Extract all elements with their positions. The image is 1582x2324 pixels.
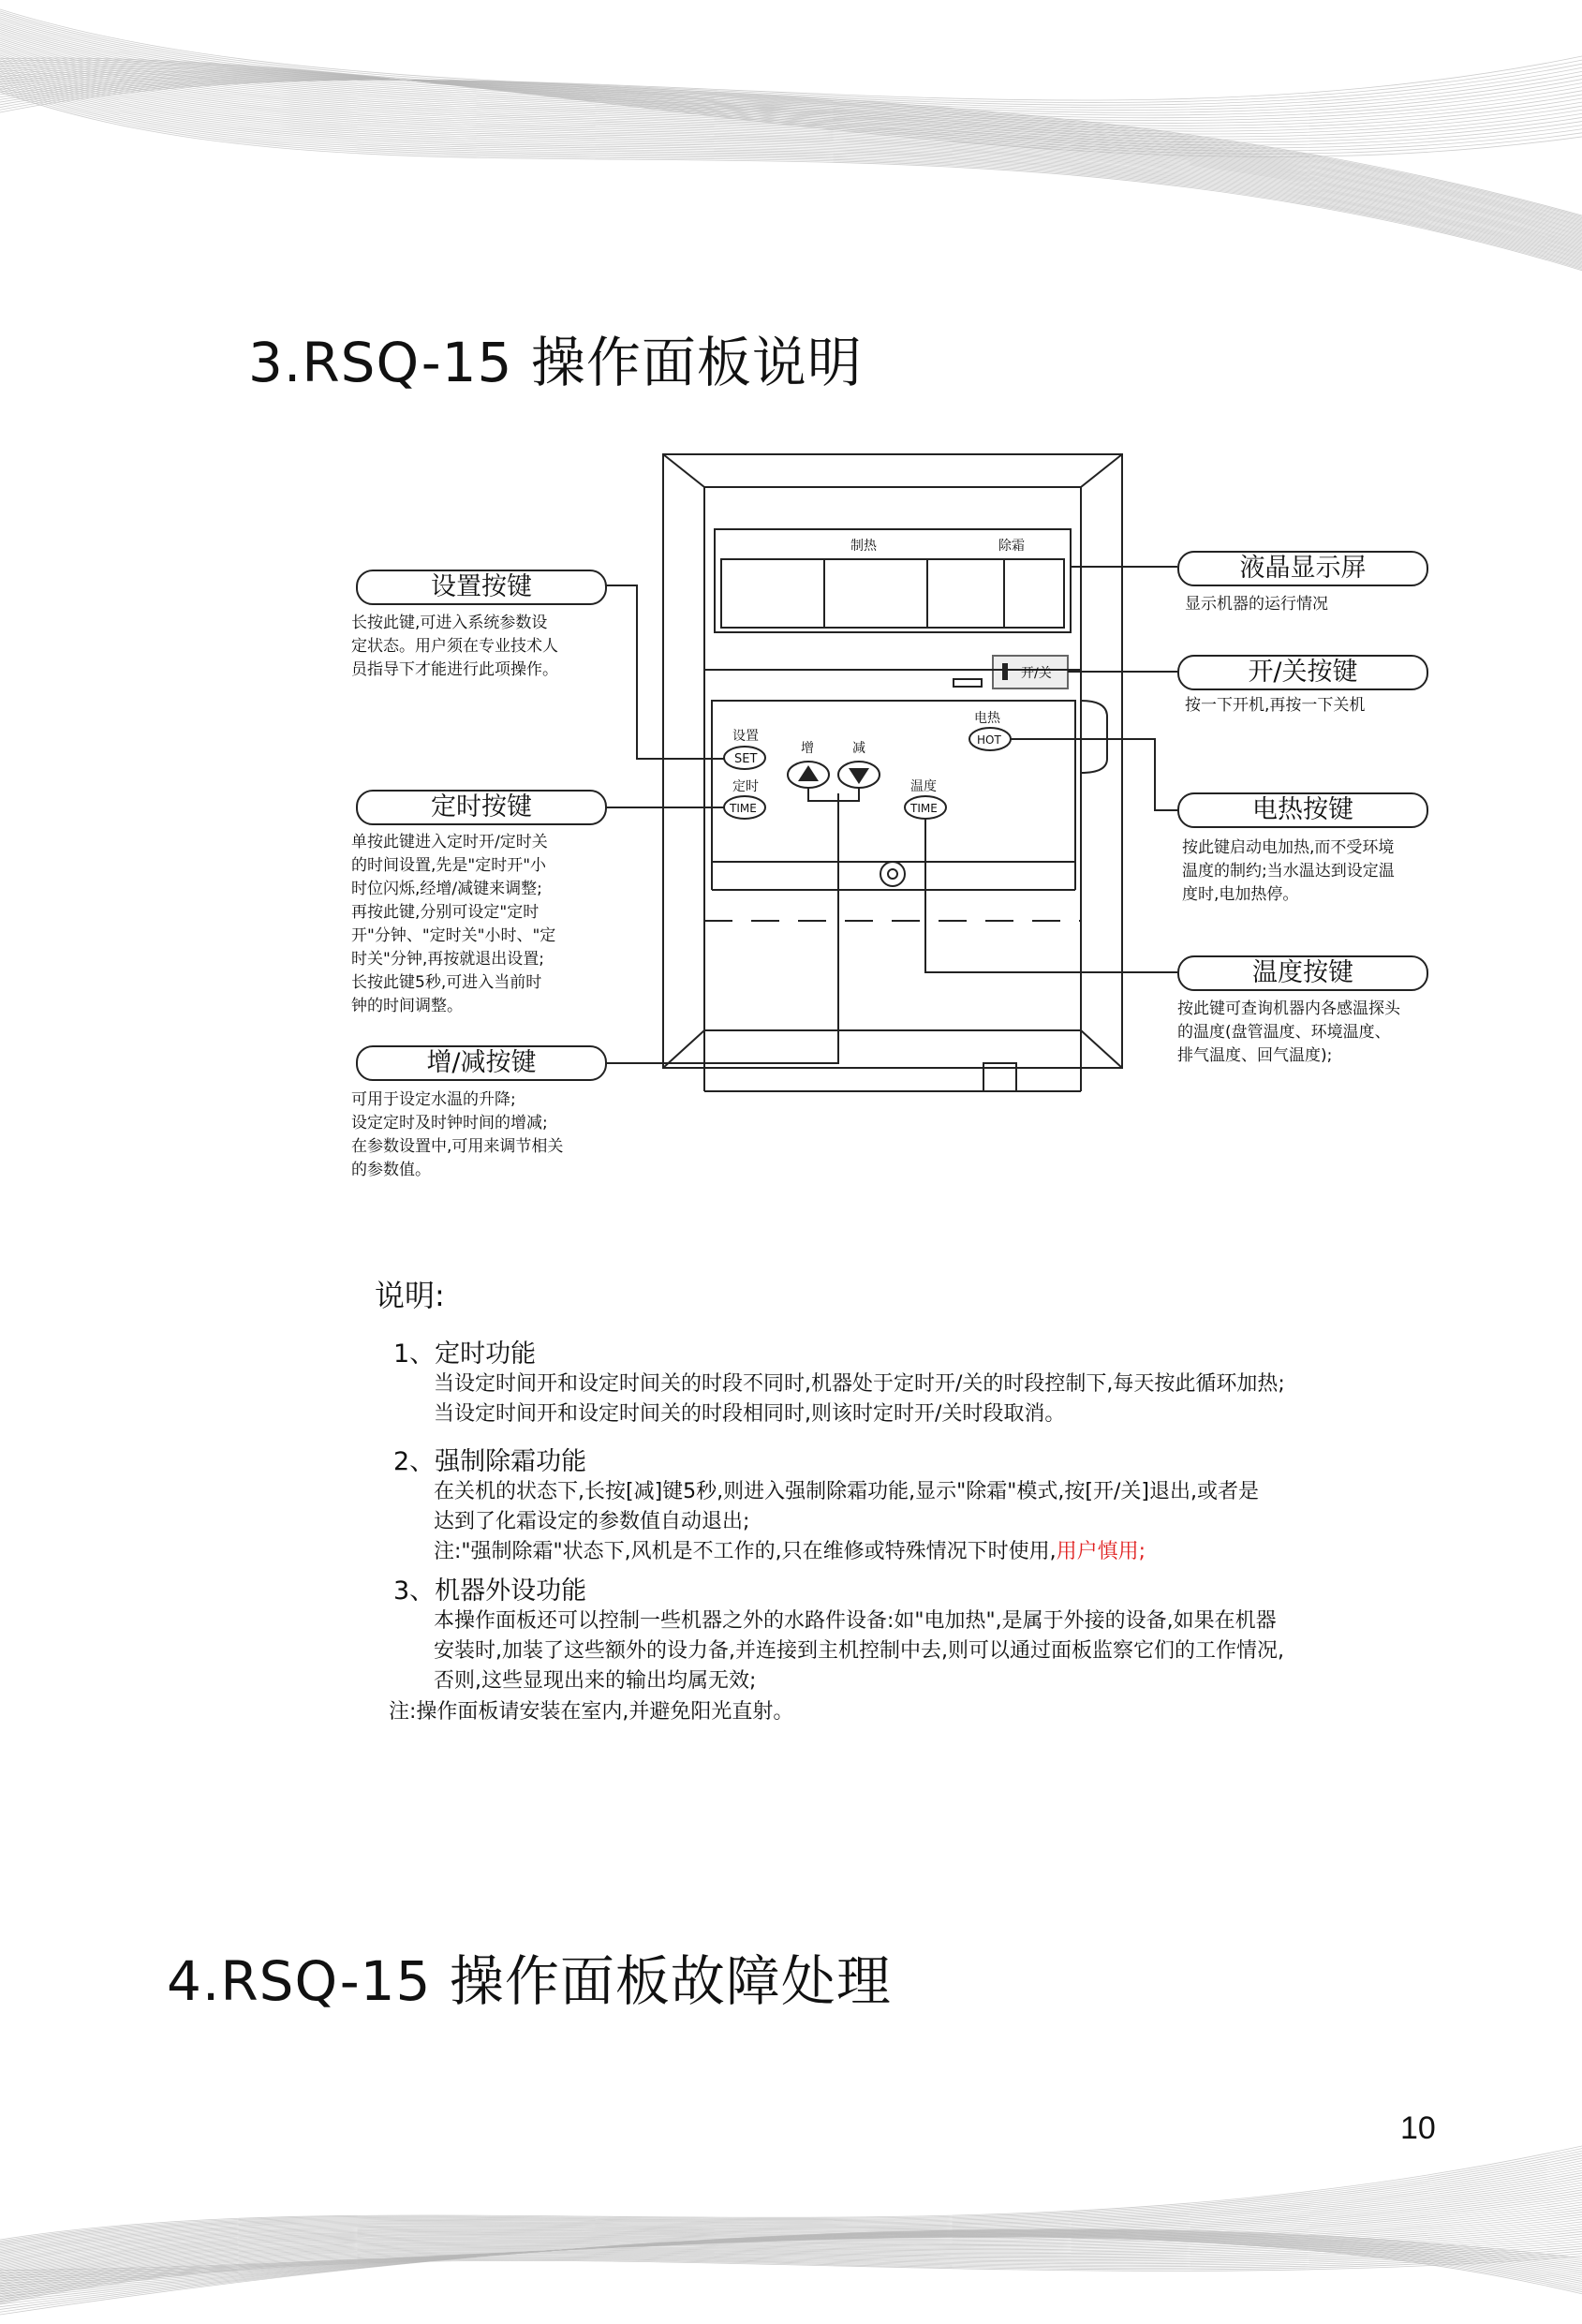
page-number: 10 xyxy=(1400,2110,1436,2146)
note-item-body: 本操作面板还可以控制一些机器之外的水路件设备:如"电加热",是属于外接的设备,如果在机器 安装时,加装了这些额外的设力备,并连接到主机控制中去,则可以通过面板监察它们的工作情况, 否则,这些显现出来的输出均属无效; xyxy=(434,1609,1284,1693)
lcd-callout-desc: 显示机器的运行情况 xyxy=(1185,595,1328,614)
note-item-body: 当设定时间开和设定时间关的时段不同时,机器处于定时开/关的时段控制下,每天按此循环加热; 当设定时间开和设定时间关的时段相同时,则该时定时开/关时段取消。 xyxy=(434,1372,1285,1426)
timer-key-label: 定时 xyxy=(732,779,759,794)
footer-wave-decoration xyxy=(0,2090,1582,2324)
temp-key-label: 温度 xyxy=(910,779,937,794)
section-3-title: 3.RSQ-15 操作面板说明 xyxy=(248,331,863,394)
updown-key-callout-title: 增/减按键 xyxy=(356,1045,607,1081)
power-key-callout-desc: 按一下开机,再按一下关机 xyxy=(1185,696,1366,715)
down-arrow-icon xyxy=(849,768,869,784)
note-warning: 注:"强制除霜"状态下,风机是不工作的,只在维修或特殊情况下时使用, xyxy=(434,1540,1057,1563)
keypad-area xyxy=(712,701,1075,862)
note-item-body: 在关机的状态下,长按[减]键5秒,则进入强制除霜功能,显示"除霜"模式,按[开/关]退出,或者是 达到了化霜设定的参数值自动退出; 注:"强制除霜"状态下,风机是不工作的,只在维修或特殊情况下时使用,用户慎用; xyxy=(434,1480,1259,1563)
panel-bezel-inner xyxy=(704,487,1081,1030)
lcd-label-heat: 制热 xyxy=(850,539,877,554)
header-wave-decoration xyxy=(0,0,1582,281)
heater-key-callout-title: 电热按键 xyxy=(1177,792,1428,828)
hot-key-label: 电热 xyxy=(974,711,1000,726)
wave-line xyxy=(0,59,1582,248)
note-item-title: 3、机器外设功能 xyxy=(393,1576,587,1606)
up-key-label: 增 xyxy=(801,741,814,756)
section-4-title: 4.RSQ-15 操作面板故障处理 xyxy=(167,1949,892,2013)
wave-line xyxy=(0,57,1582,247)
up-arrow-icon xyxy=(798,765,819,781)
timer-key-callout-title: 定时按键 xyxy=(356,790,607,825)
panel-bezel-outer xyxy=(663,454,1122,1068)
note-item-title: 1、定时功能 xyxy=(393,1340,537,1369)
temp-key-callout-title: 温度按键 xyxy=(1177,955,1428,991)
notes-footer: 注:操作面板请安装在室内,并避免阳光直射。 xyxy=(389,1700,794,1724)
note-item-title: 2、强制除霜功能 xyxy=(393,1447,587,1476)
temp-key-text: TIME xyxy=(910,802,938,815)
heater-key-callout-desc: 按此键启动电加热,而不受环境 温度的制约;当水温达到设定温 度时,电加热停。 xyxy=(1182,838,1395,904)
set-key-callout-title: 设置按键 xyxy=(356,570,607,605)
power-key-label: 开/关 xyxy=(1021,666,1052,681)
lcd-label-defrost: 除霜 xyxy=(998,539,1025,554)
power-key-callout-title: 开/关按键 xyxy=(1177,655,1428,690)
temp-key-callout-desc: 按此键可查询机器内各感温探头 的温度(盘管温度、环境温度、 排气温度、回气温度); xyxy=(1177,999,1400,1065)
lcd-screen-inner xyxy=(721,559,1064,628)
down-key-label: 减 xyxy=(852,741,865,756)
timer-key-callout-desc: 单按此键进入定时开/定时关 的时间设置,先是"定时开"小 时位闪烁,经增/减键来调整; 再按此键,分别可设定"定时 开"分钟、"定时关"小时、"定 时关"分钟,再按就退出设置; 长按此键5秒,可进入当前时 钟的时间调整。 xyxy=(351,833,556,1015)
timer-key-text: TIME xyxy=(730,802,757,815)
lcd-callout-title: 液晶显示屏 xyxy=(1177,551,1428,586)
set-key-label: 设置 xyxy=(732,729,759,744)
set-key-callout-desc: 长按此键,可进入系统参数设 定状态。用户须在专业技术人 员指导下才能进行此项操作。 xyxy=(351,614,558,679)
notes-heading: 说明: xyxy=(375,1278,445,1313)
wave-line xyxy=(0,30,1582,229)
note-warning-highlight: 用户慎用; xyxy=(1056,1540,1146,1563)
hot-key-text: HOT xyxy=(977,733,1001,747)
set-key-text: SET xyxy=(734,752,758,766)
updown-key-callout-desc: 可用于设定水温的升降; 设定定时及时钟时间的增减; 在参数设置中,可用来调节相关 的参数值。 xyxy=(351,1090,564,1179)
